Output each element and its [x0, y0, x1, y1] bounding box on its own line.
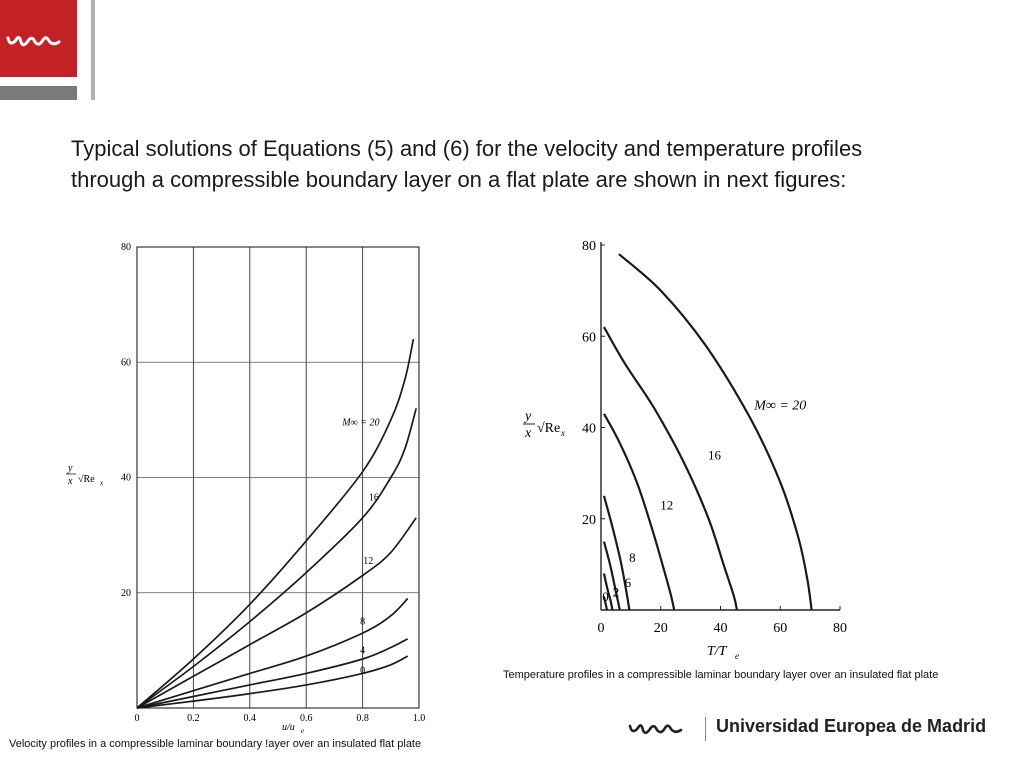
tmp-xlabel: T/T [707, 644, 727, 659]
tmp-x-tick-label: 0 [597, 621, 605, 636]
temperature-y-axis-label [523, 409, 565, 441]
vel-y-tick-label: 60 [121, 357, 131, 369]
velocity-x-ticks [135, 713, 426, 724]
vel-x-tick-label: 0.8 [356, 713, 369, 724]
velocity-grid [137, 247, 419, 708]
velocity-profile-chart [60, 235, 500, 735]
velocity-y-axis-label [66, 463, 104, 487]
intro-paragraph: Typical solutions of Equations (5) and (6) for the velocity and temperature profiles through a compressible boundary layer on a flat plate are shown in next figures: [71, 136, 863, 192]
tmp-series-label: 2 [612, 584, 620, 600]
vel-y-tick-label: 20 [121, 587, 131, 599]
vel-x-tick-label: 0 [134, 713, 140, 724]
temperature-caption: Temperature profiles in a compressible laminar boundary layer over an insulated flat plate [503, 669, 939, 681]
tmp-ylabel-top: y [525, 409, 532, 424]
tmp-series-line-M20 [619, 254, 812, 610]
vel-x-tick-label: 0.6 [299, 713, 313, 724]
velocity-caption: Velocity profiles in a compressible laminar boundary !ayer over an insulated flat plate [9, 738, 422, 750]
vel-series-label: 16 [368, 492, 379, 504]
vel-xlabel-sub: e [301, 727, 305, 735]
tmp-x-tick-label: 80 [833, 621, 847, 636]
velocity-series-labels [341, 418, 379, 677]
vel-series-label: M∞ = 20 [342, 417, 380, 429]
header-divider [91, 0, 95, 100]
uem-logo-icon [0, 0, 77, 77]
vel-x-tick-label: 0.2 [187, 713, 200, 724]
tmp-ylabel-sub: x [561, 428, 565, 438]
tmp-y-tick-label: 20 [582, 512, 596, 528]
tmp-y-tick-label: 40 [582, 421, 596, 437]
temperature-profile-chart [515, 232, 885, 662]
vel-series-label: 12 [363, 555, 374, 567]
vel-series-line-M20 [137, 339, 413, 708]
tmp-series-label: M∞ = 20 [754, 398, 807, 414]
vel-y-tick-label: 40 [121, 472, 131, 484]
tmp-series-line-16 [604, 327, 737, 610]
vel-y-tick-label: 80 [121, 242, 131, 253]
tmp-x-tick-label: 20 [653, 621, 668, 636]
tmp-series-label: 6 [624, 575, 632, 591]
vel-xlabel: u/u [282, 722, 295, 733]
temperature-x-axis-label [707, 644, 739, 661]
vel-x-tick-label: 1.0 [412, 713, 426, 724]
tmp-y-tick-label: 80 [582, 239, 596, 254]
vel-series-label: 0 [360, 665, 366, 677]
vel-series-line-8 [137, 599, 408, 709]
vel-ylabel-root: √Re [78, 474, 95, 485]
footer-divider [705, 717, 706, 741]
velocity-y-ticks [121, 242, 131, 599]
tmp-ylabel-root: √Re [537, 421, 561, 436]
tmp-y-tick-label: 60 [582, 330, 596, 346]
tmp-x-tick-label: 40 [713, 621, 728, 636]
uem-logo [0, 0, 77, 77]
vel-series-label: 4 [360, 645, 366, 657]
tmp-series-label: 8 [629, 550, 636, 566]
temperature-series-labels [602, 398, 806, 604]
header-grey-bar [0, 86, 77, 100]
tmp-series-label: 0 [602, 588, 609, 604]
uem-logo-icon [628, 712, 704, 742]
vel-ylabel-bottom: x [68, 476, 73, 487]
tmp-ylabel-bottom: x [525, 426, 532, 441]
vel-x-tick-label: 0.4 [243, 713, 257, 724]
tmp-series-label: 12 [660, 497, 674, 513]
tmp-xlabel-sub: e [735, 651, 739, 661]
vel-ylabel-sub: x [100, 479, 104, 487]
tmp-series-label: 16 [708, 447, 722, 463]
tmp-x-tick-label: 60 [773, 621, 788, 636]
vel-series-label: 8 [360, 616, 366, 628]
vel-ylabel-top: y [68, 463, 73, 474]
velocity-series-lines [137, 339, 416, 708]
university-name: Universidad Europea de Madrid [716, 716, 987, 736]
